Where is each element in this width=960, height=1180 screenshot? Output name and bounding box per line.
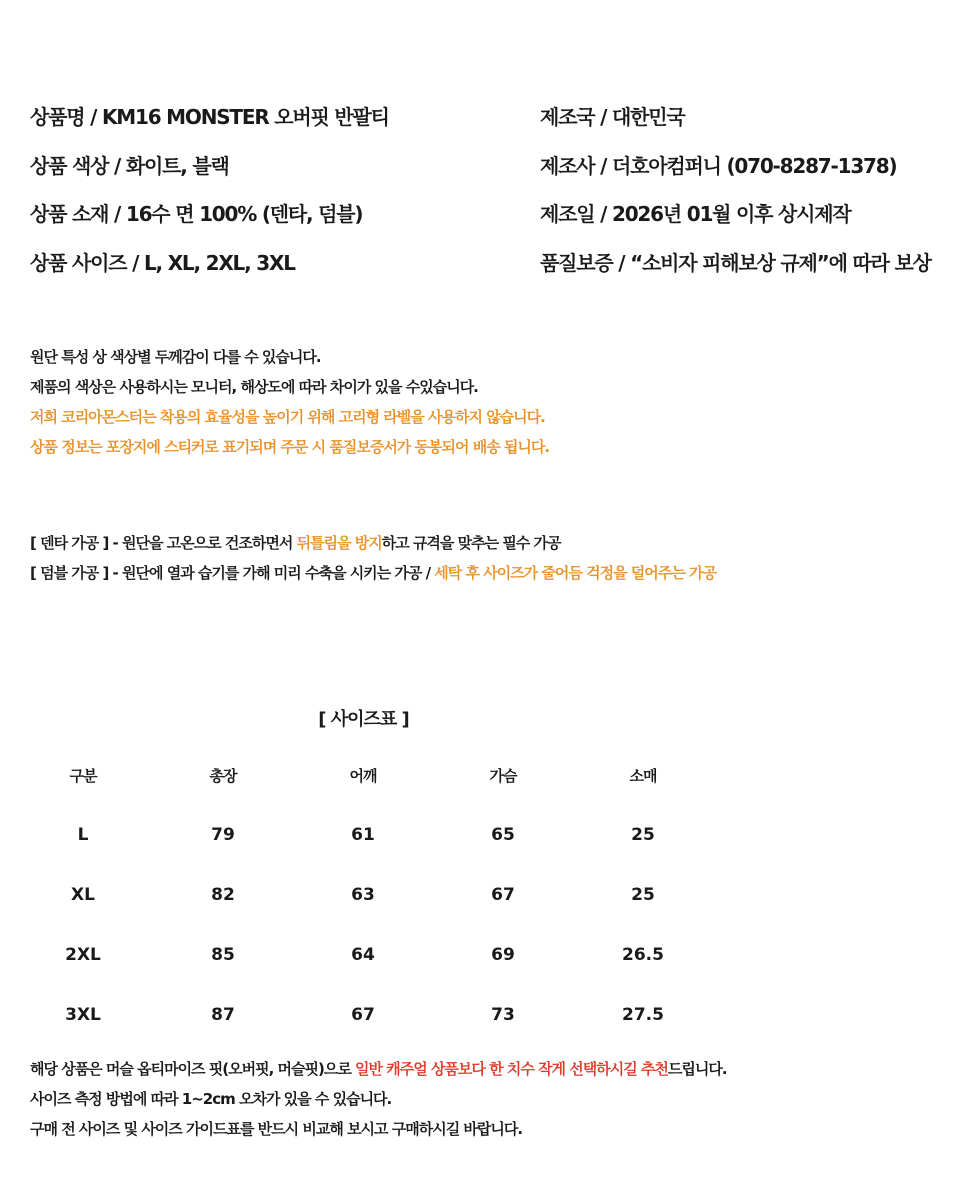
denta-processing [30, 532, 561, 553]
header-category: 구분 [69, 766, 97, 785]
table-row [13, 805, 713, 865]
footer-fit-note [30, 1058, 727, 1079]
size-cell: 2XL [65, 945, 101, 965]
dumble-processing [30, 562, 716, 583]
dumble-text-a: [ 덤블 가공 ] - 원단에 열과 습기를 가해 미리 수축을 시키는 가공 / [30, 564, 435, 582]
shoulder-cell: 64 [351, 945, 375, 965]
product-sizes: 상품 사이즈 / L, XL, 2XL, 3XL [30, 251, 295, 275]
note-thickness: 원단 특성 상 색상별 두께감이 다를 수 있습니다. [30, 348, 321, 366]
denta-text-a: [ 덴타 가공 ] - 원단을 고온으로 건조하면서 [30, 534, 297, 552]
fit-recommendation: 일반 캐주얼 상품보다 한 치수 작게 선택하시길 추천 [355, 1060, 668, 1078]
manufacture-date: 제조일 / 2026년 01월 이후 상시제작 [540, 202, 851, 226]
note-label: 저희 코리아몬스터는 착용의 효율성을 높이기 위해 고리형 라벨을 사용하지 않습니다. [30, 408, 545, 426]
product-material: 상품 소재 / 16수 면 100% (덴타, 덤블) [30, 202, 363, 226]
table-row [13, 865, 713, 925]
note-color: 제품의 색상은 사용하시는 모니터, 해상도에 따라 차이가 있을 수있습니다. [30, 378, 478, 396]
sleeve-cell: 26.5 [622, 945, 664, 965]
header-shoulder: 어깨 [349, 766, 377, 785]
fit-text-a: 해당 상품은 머슬 옵티마이즈 핏(오버핏, 머슬핏)으로 [30, 1060, 356, 1078]
length-cell: 79 [211, 825, 235, 845]
size-cell: L [77, 825, 89, 845]
denta-text-c: 하고 규격을 맞추는 필수 가공 [381, 534, 561, 552]
fit-text-c: 드립니다. [667, 1060, 727, 1078]
header-chest: 가슴 [489, 766, 517, 785]
header-length: 총장 [209, 766, 237, 785]
sleeve-cell: 27.5 [622, 1005, 664, 1025]
note-packaging: 상품 정보는 포장지에 스티커로 표기되며 주문 시 품질보증서가 동봉되어 배송 됩니다. [30, 438, 550, 456]
chest-cell: 69 [491, 945, 515, 965]
sleeve-cell: 25 [631, 885, 655, 905]
denta-highlight: 뒤틀림을 방지 [296, 534, 382, 552]
manufacture-country: 제조국 / 대한민국 [540, 105, 685, 129]
chest-cell: 73 [491, 1005, 515, 1025]
length-cell: 82 [211, 885, 235, 905]
product-name: 상품명 / KM16 MONSTER 오버핏 반팔티 [30, 105, 389, 129]
quality-warranty: 품질보증 / “소비자 피해보상 규제”에 따라 보상 [540, 251, 931, 275]
manufacturer: 제조사 / 더호아컴퍼니 (070-8287-1378) [540, 154, 897, 178]
size-cell: XL [71, 885, 95, 905]
footer-compare-note: 구매 전 사이즈 및 사이즈 가이드표를 반드시 비교해 보시고 구매하시길 바랍니다. [30, 1120, 523, 1138]
length-cell: 87 [211, 1005, 235, 1025]
length-cell: 85 [211, 945, 235, 965]
footer-measurement-note: 사이즈 측정 방법에 따라 1~2cm 오차가 있을 수 있습니다. [30, 1090, 392, 1108]
sleeve-cell: 25 [631, 825, 655, 845]
chest-cell: 65 [491, 825, 515, 845]
table-row [13, 985, 713, 1045]
shoulder-cell: 61 [351, 825, 375, 845]
header-sleeve: 소매 [629, 766, 657, 785]
size-cell: 3XL [65, 1005, 101, 1025]
size-table-title: [ 사이즈표 ] [318, 709, 409, 730]
size-table [13, 745, 713, 1045]
shoulder-cell: 67 [351, 1005, 375, 1025]
dumble-highlight: 세탁 후 사이즈가 줄어듬 걱정을 덜어주는 가공 [434, 564, 716, 582]
size-table-header-row [13, 745, 713, 805]
product-color: 상품 색상 / 화이트, 블랙 [30, 154, 229, 178]
table-row [13, 925, 713, 985]
chest-cell: 67 [491, 885, 515, 905]
shoulder-cell: 63 [351, 885, 375, 905]
